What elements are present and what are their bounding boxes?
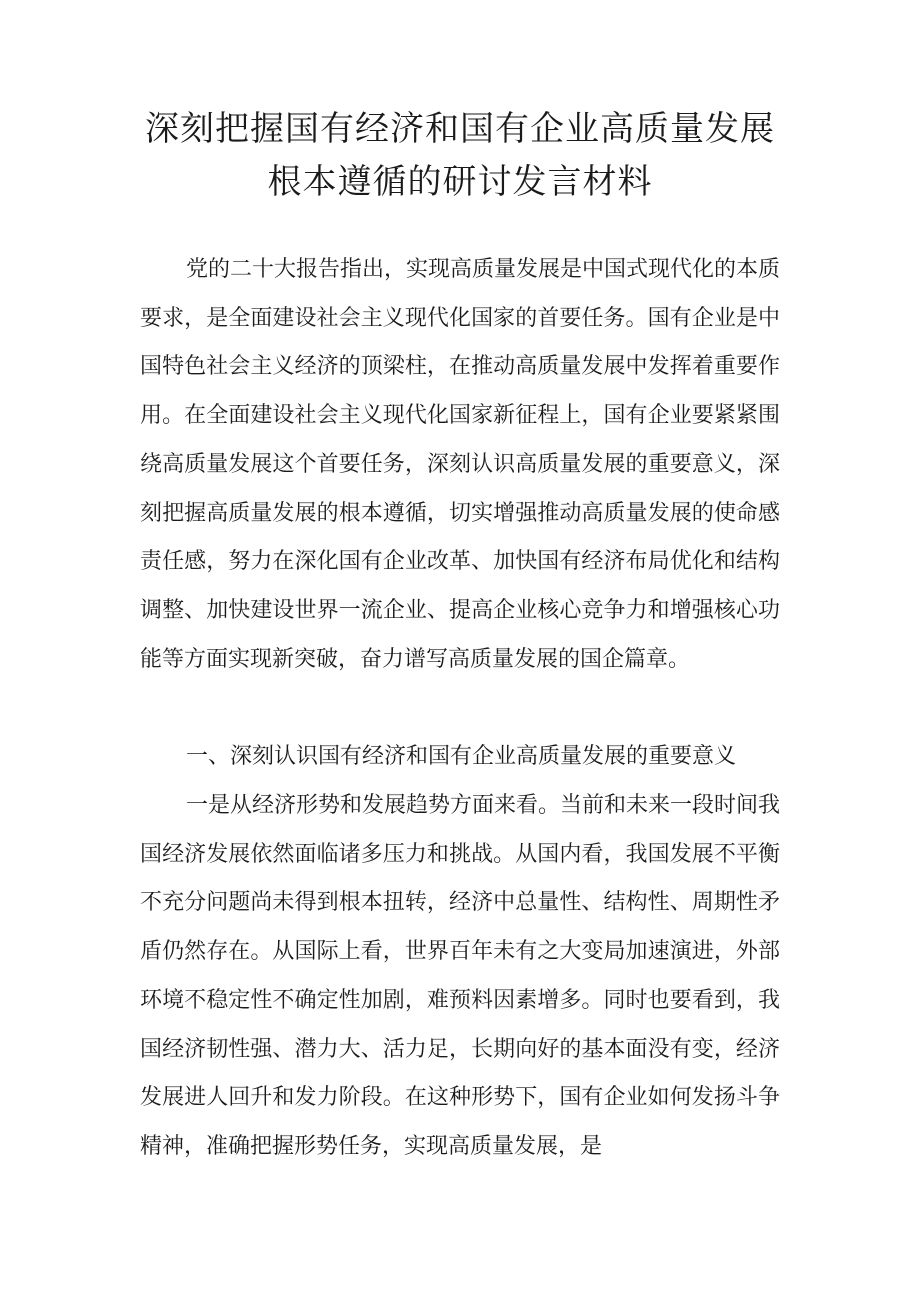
body-paragraph-intro: 党的二十大报告指出，实现高质量发展是中国式现代化的本质要求，是全面建设社会主义现代化国家的首要任务。国有企业是中国特色社会主义经济的顶梁柱，在推动高质量发展中发挥着重要作用。在全面建设社会主义现代化国家新征程上，国有企业要紧紧围绕高质量发展这个首要任务，深刻认识高质量发展的重要意义，深刻把握高质量发展的根本遵循，切实增强推动高质量发展的使命感责任感，努力在深化国有企业改革、加快国有经济布局优化和结构调整、加快建设世界一流企业、提高企业核心竞争力和增强核心功能等方面实现新突破，奋力谱写高质量发展的国企篇章。 (140, 257, 781, 672)
section-heading-1: 一、深刻认识国有经济和国有企业高质量发展的重要意义 (186, 744, 737, 769)
document-title-line1: 深刻把握国有经济和国有企业高质量发展 (145, 109, 775, 149)
document-title-line2: 根本遵循的研讨发言材料 (267, 162, 653, 202)
body-paragraph-section1-point1: 一是从经济形势和发展趋势方面来看。当前和未来一段时间我国经济发展依然面临诸多压力和挑战。从国内看，我国发展不平衡不充分问题尚未得到根本扭转，经济中总量性、结构性、周期性矛盾仍然存在。从国际上看，世界百年未有之大变局加速演进，外部环境不稳定性不确定性加剧，难预料因素增多。同时也要看到，我国经济韧性强、潜力大、活力足，长期向好的基本面没有变，经济发展进人回升和发力阶段。在这种形势下，国有企业如何发扬斗争精神，准确把握形势任务，实现高质量发展，是 (140, 793, 781, 1159)
